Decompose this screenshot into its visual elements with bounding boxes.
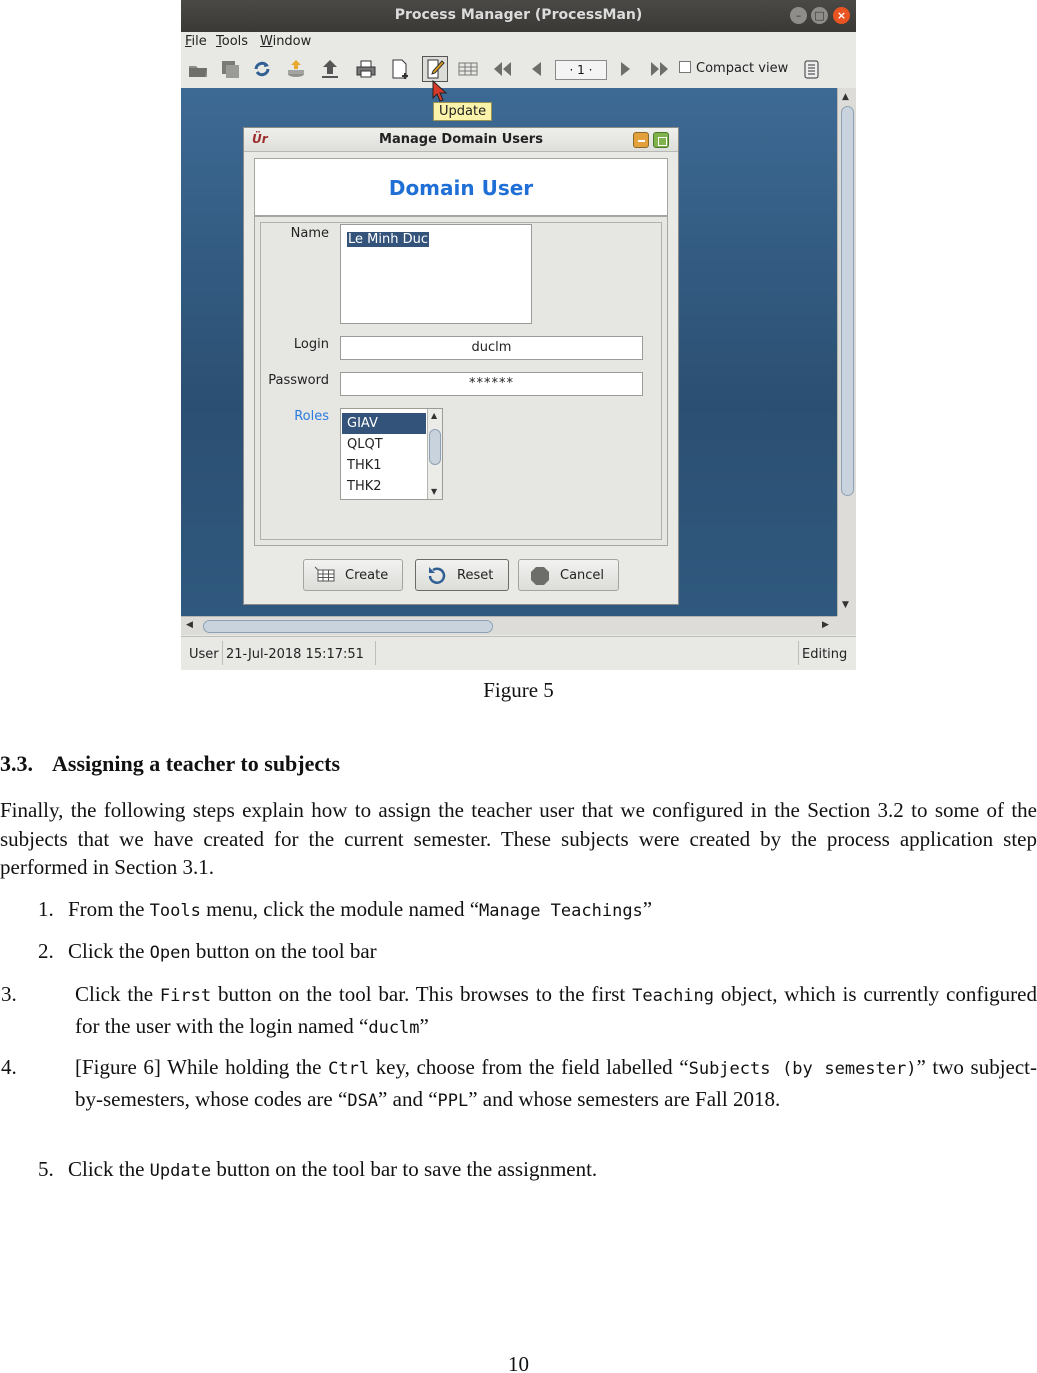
update-tooltip: Update (433, 102, 492, 121)
manage-domain-users-dialog (243, 127, 679, 605)
next-record-icon[interactable] (614, 58, 636, 80)
update-icon[interactable] (422, 56, 448, 82)
export-icon[interactable] (319, 58, 341, 80)
stop-icon (529, 566, 551, 590)
scroll-up-icon[interactable]: ▲ (431, 411, 438, 420)
scrollbar-thumb[interactable] (203, 620, 493, 633)
step-item: 2. Click the Open button on the tool bar (38, 939, 377, 963)
vertical-scrollbar[interactable] (837, 88, 856, 616)
new-document-icon[interactable] (389, 58, 411, 80)
scroll-view-icon[interactable] (801, 58, 823, 80)
reset-button[interactable]: Reset (415, 559, 509, 591)
first-record-icon[interactable] (491, 58, 513, 80)
section-title: Assigning a teacher to subjects (52, 751, 341, 776)
minimize-icon[interactable]: – (790, 7, 807, 24)
figure-caption: Figure 5 (483, 678, 554, 702)
section-heading (0, 751, 340, 777)
toolbar (181, 52, 856, 86)
menu-file[interactable]: File (185, 34, 207, 49)
step-item: 3. Click the First button on the tool bar. This browses to the first Teaching object, which is currently configured for the user with the login named “duclm” (1, 982, 1037, 1038)
roles-label: Roles (294, 409, 329, 424)
scroll-right-icon[interactable]: ▶ (822, 620, 829, 630)
status-datetime: 21-Jul-2018 15:17:51 (226, 647, 364, 662)
name-label: Name (290, 226, 329, 241)
page-number: 10 (508, 1352, 529, 1373)
grid-icon[interactable] (457, 58, 479, 80)
scroll-up-icon[interactable]: ▲ (842, 92, 849, 102)
cancel-button[interactable]: Cancel (518, 559, 619, 591)
password-label: Password (268, 373, 329, 388)
status-separator (798, 641, 799, 665)
login-field[interactable]: duclm (340, 336, 643, 360)
menu-tools[interactable]: Tools (216, 34, 249, 49)
form-heading: Domain User (388, 176, 534, 200)
create-button[interactable]: Create (303, 559, 403, 591)
maximize-icon[interactable]: □ (811, 7, 828, 24)
compact-view-checkbox[interactable]: Compact view (679, 61, 788, 76)
previous-record-icon[interactable] (526, 58, 548, 80)
window-title: Process Manager (ProcessMan) (394, 7, 643, 23)
process-manager-window (181, 0, 856, 670)
table-add-icon (314, 566, 336, 588)
step-item: 5. Click the Update button on the tool bar to save the assignment. (38, 1157, 598, 1181)
status-bar (181, 636, 856, 670)
roles-scrollbar[interactable] (427, 409, 442, 499)
password-field[interactable]: ****** (340, 372, 643, 396)
role-item[interactable]: THK2 (347, 479, 382, 494)
scroll-corner (837, 616, 856, 635)
checkbox-icon[interactable] (679, 61, 691, 73)
status-user-label: User (189, 647, 219, 662)
scrollbar-thumb[interactable] (429, 429, 441, 465)
stack-icon[interactable] (219, 58, 241, 80)
scroll-down-icon[interactable]: ▼ (431, 487, 438, 496)
role-item[interactable]: THK1 (347, 458, 382, 473)
name-value: Le Minh Duc (348, 232, 428, 247)
roles-list[interactable] (340, 408, 443, 500)
dialog-title: Manage Domain Users (379, 132, 543, 147)
last-record-icon[interactable] (649, 58, 671, 80)
scroll-down-icon[interactable]: ▼ (842, 600, 849, 610)
menu-window[interactable]: Window (260, 34, 312, 49)
dialog-maximize-icon[interactable] (653, 132, 669, 148)
name-field[interactable] (340, 224, 532, 324)
horizontal-scrollbar[interactable] (181, 616, 837, 635)
step-item: 1. From the Tools menu, click the module named “Manage Teachings” (38, 897, 653, 921)
page-indicator[interactable]: · 1 · (555, 60, 607, 80)
status-mode: Editing (802, 647, 848, 662)
role-item[interactable]: GIAV (342, 413, 426, 434)
scroll-left-icon[interactable]: ◀ (186, 620, 193, 630)
role-item[interactable]: QLQT (347, 437, 383, 452)
app-logo: Ür (252, 132, 268, 146)
print-icon[interactable] (355, 58, 377, 80)
status-separator (375, 641, 376, 665)
section-number: 3.3. (0, 751, 33, 776)
window-titlebar (181, 0, 856, 32)
upload-db-icon[interactable] (285, 58, 307, 80)
reset-icon (426, 566, 448, 590)
status-separator (222, 641, 223, 665)
dialog-minimize-icon[interactable] (633, 132, 649, 148)
menu-bar (181, 32, 856, 52)
login-label: Login (293, 337, 329, 352)
step-item: 4. [Figure 6] While holding the Ctrl key, choose from the field labelled “Subjects (by semester)” two subject-by-semesters, whose codes are “DSA” and “PPL” and whose semesters are Fall 2018. (1, 1055, 1037, 1111)
form-header (254, 158, 668, 216)
dialog-titlebar (244, 128, 678, 152)
open-folder-icon[interactable] (187, 58, 209, 80)
intro-paragraph: Finally, the following steps explain how to assign the teacher user that we configured in the Section 3.2 to some of the subjects that we have created for the current semester. These subjects were created by the process application step performed in Section 3.1. (0, 798, 1037, 879)
scrollbar-thumb[interactable] (841, 106, 854, 496)
refresh-icon[interactable] (251, 58, 273, 80)
close-icon[interactable]: × (833, 7, 850, 24)
